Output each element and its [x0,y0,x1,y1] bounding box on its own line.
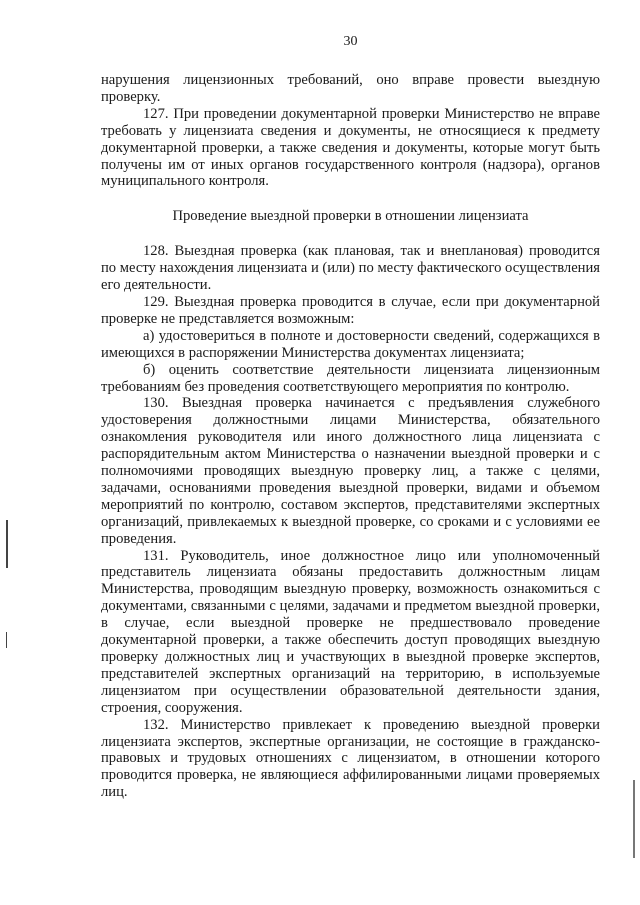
paragraph-127: 127. При проведении документарной проверки Министерство не вправе требовать у лицензиата сведения и документы, не относящиеся к предмету документарной проверки, а также сведения и документы, которые могут быть получены им от иных органов государственного контроля (надзора), органов муниципального контроля. [101,105,600,190]
paragraph-130: 130. Выездная проверка начинается с предъявления служебного удостоверения должностными лицами Министерства, обязательного ознакомления руководителя или иного должностного лица лицензиата с распорядительным актом Министерства о назначении выездной проверки и с полномочиями проводящих выездную проверку лиц, а также с целями, задачами, основаниями проведения выездной проверки, видами и объемом мероприятий по контролю, составом экспертов, представителями экспертных организаций, привлекаемых к выездной проверке, со сроками и с условиями ее проведения. [101,395,600,547]
paragraph-131: 131. Руководитель, иное должностное лицо или уполномоченный представитель лицензиата обязаны предоставить должностным лицам Министерства, проводящим выездную проверку, возможность ознакомиться с документами, связанными с целями, задачами и предметом выездной проверки, в случае, если выездной проверке не предшествовало проведение документарной проверки, а также обеспечить доступ проводящих выездную проверку должностных лиц и участвующих в выездной проверке экспертов, представителей экспертных организаций на территорию, в используемые лицензиатом при осуществлении образовательной деятельности здания, строения, сооружения. [101,547,600,716]
paragraph-129-b: б) оценить соответствие деятельности лицензиата лицензионным требованиям без проведения соответствующего мероприятия по контролю. [101,361,600,395]
paragraph-128: 128. Выездная проверка (как плановая, так и внеплановая) проводится по месту нахождения лицензиата и (или) по месту фактического осуществления его деятельности. [101,243,600,294]
paragraph-129: 129. Выездная проверка проводится в случае, если при документарной проверке не представляется возможным: [101,293,600,327]
body-text [101,72,600,801]
page-number: 30 [343,34,358,49]
scan-artifact-mark [6,520,8,568]
scan-artifact-mark [6,632,7,648]
paragraph-continuation: нарушения лицензионных требований, оно вправе провести выездную проверку. [101,72,600,105]
section-heading: Проведение выездной проверки в отношении лицензиата [172,208,529,225]
scan-artifact-mark [633,780,635,858]
paragraph-132: 132. Министерство привлекает к проведению выездной проверки лицензиата экспертов, экспертные организации, не состоящие в гражданско-правовых и трудовых отношениях с лицензиатом, в отношении которого проводится проверка, не являющиеся аффилированными лицами проверяемых лиц. [101,716,600,801]
document-page [101,0,600,905]
paragraph-129-a: а) удостовериться в полноте и достоверности сведений, содержащихся в имеющихся в распоряжении Министерства документах лицензиата; [101,327,600,361]
